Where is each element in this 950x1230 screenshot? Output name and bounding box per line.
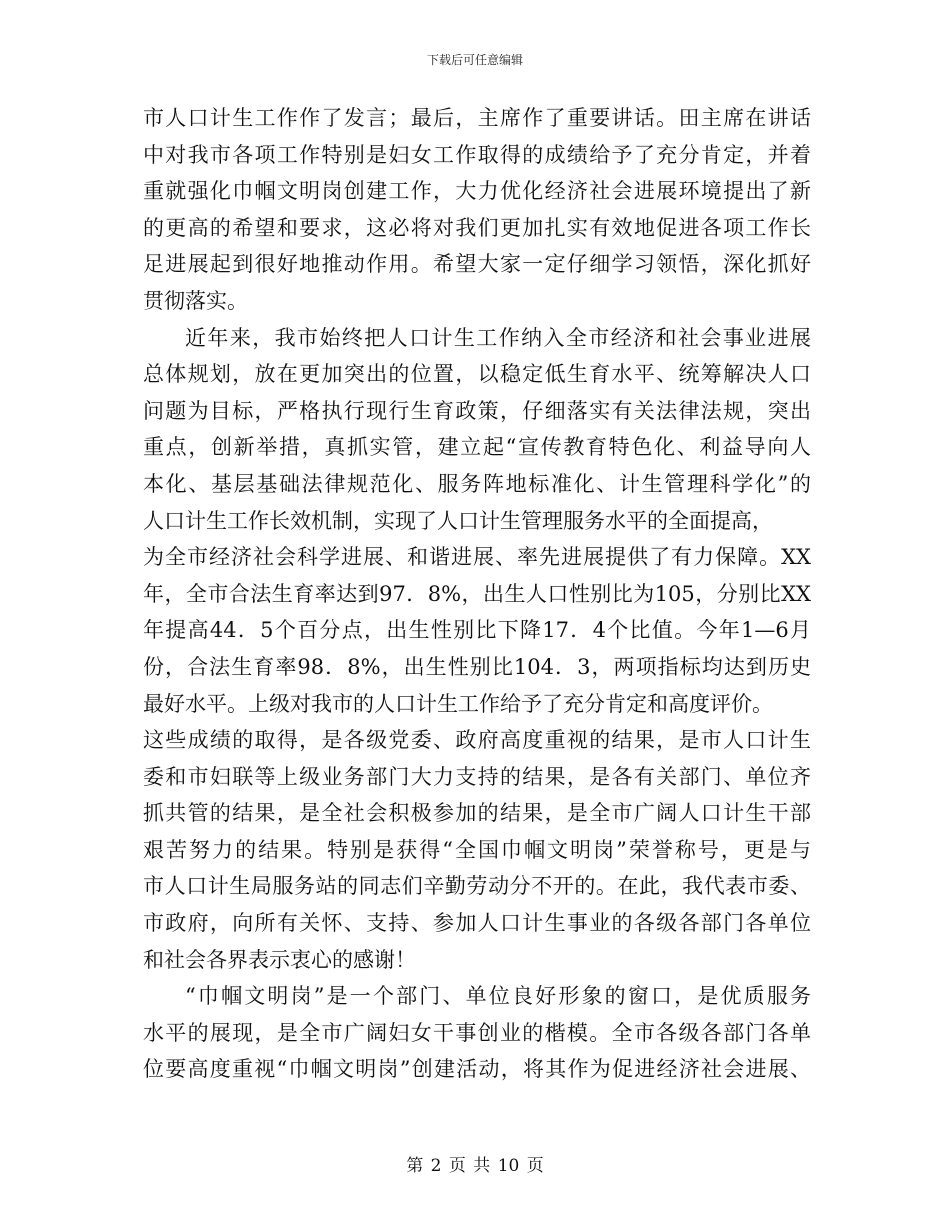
text-line: 最好水平。上级对我市的人口计生工作给予了充分肯定和高度评价。 xyxy=(143,691,773,716)
text-line: 抓共管的结果，是全社会积极参加的结果，是全市广阔人口计生干部 xyxy=(143,801,811,826)
text-line: 的更高的希望和要求，这必将对我们更加扎实有效地促进各项工作长 xyxy=(143,215,811,240)
text-line: 人口计生工作长效机制，实现了人口计生管理服务水平的全面提高， xyxy=(143,508,773,533)
text-line: 重就强化巾帼文明岗创建工作，大力优化经济社会进展环境提出了新 xyxy=(143,179,811,204)
text-line: 份，合法生育率98．8%，出生性别比104．3，两项指标均达到历史 xyxy=(143,654,811,679)
text-line: 重点，创新举措，真抓实管，建立起“宣传教育特色化、利益导向人 xyxy=(143,435,811,460)
text-line: 市人口计生局服务站的同志们辛勤劳动分不开的。在此，我代表市委、 xyxy=(143,874,811,899)
text-line: 这些成绩的取得，是各级党委、政府高度重视的结果，是市人口计生 xyxy=(143,728,811,753)
document-body xyxy=(143,100,811,1088)
text-line: 市人口计生工作作了发言；最后，主席作了重要讲话。田主席在讲话 xyxy=(143,106,811,130)
text-line: 市政府，向所有关怀、支持、参加人口计生事业的各级各部门各单位 xyxy=(143,911,811,936)
text-line: 问题为目标，严格执行现行生育政策，仔细落实有关法律法规，突出 xyxy=(143,398,811,423)
text-line: 年，全市合法生育率达到97．8%，出生人口性别比为105，分别比XX xyxy=(143,581,811,606)
text-line: 本化、基层基础法律规范化、服务阵地标准化、计生管理科学化”的 xyxy=(143,471,811,496)
text-line: 贯彻落实。 xyxy=(143,288,248,313)
text-line: 和社会各界表示衷心的感谢！ xyxy=(143,947,416,972)
text-line: 总体规划，放在更加突出的位置，以稳定低生育水平、统筹解决人口 xyxy=(143,362,811,387)
text-line: 位要高度重视“巾帼文明岗”创建活动，将其作为促进经济社会进展、 xyxy=(143,1057,811,1082)
page-footer: 第 2 页 共 10 页 xyxy=(406,1156,544,1176)
text-line: 水平的展现，是全市广阔妇女干事创业的楷模。全市各级各部门各单 xyxy=(143,1020,811,1045)
page-header: 下载后可任意编辑 xyxy=(426,53,523,67)
text-line: 为全市经济社会科学进展、和谐进展、率先进展提供了有力保障。XX xyxy=(143,545,811,570)
text-line: “巾帼文明岗”是一个部门、单位良好形象的窗口，是优质服务 xyxy=(185,984,811,1009)
text-line: 年提高44．5个百分点，出生性别比下降17．4个比值。今年1—6月 xyxy=(143,618,811,643)
text-line: 足进展起到很好地推动作用。希望大家一定仔细学习领悟，深化抓好 xyxy=(143,252,811,277)
text-line: 近年来，我市始终把人口计生工作纳入全市经济和社会事业进展 xyxy=(185,325,811,350)
text-line: 中对我市各项工作特别是妇女工作取得的成绩给予了充分肯定，并着 xyxy=(143,142,811,167)
text-line: 艰苦努力的结果。特别是获得“全国巾帼文明岗”荣誉称号，更是与 xyxy=(143,837,811,862)
text-line: 委和市妇联等上级业务部门大力支持的结果，是各有关部门、单位齐 xyxy=(143,764,811,789)
